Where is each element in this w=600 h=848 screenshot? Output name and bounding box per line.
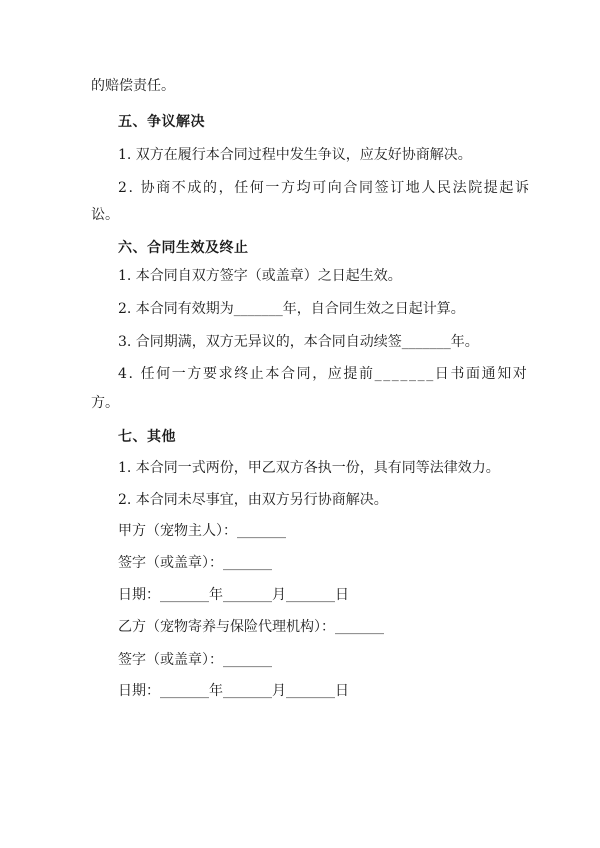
party-b-signature: 签字（或盖章）：_______ <box>118 652 272 668</box>
paragraph-continuation: 的赔偿责任。 <box>91 78 175 94</box>
party-a-signature: 签字（或盖章）：_______ <box>118 555 272 571</box>
clause-6-3: 3. 合同期满，双方无异议的，本合同自动续签_______年。 <box>118 334 479 350</box>
party-a-label: 甲方（宠物主人）：_______ <box>118 523 286 539</box>
section-heading-effect: 六、合同生效及终止 <box>118 240 249 256</box>
party-b-date: 日期：_______年_______月_______日 <box>118 683 349 699</box>
clause-5-2: 2. 协商不成的，任何一方均可向合同签订地人民法院提起诉 <box>118 180 531 196</box>
party-b-label: 乙方（宠物寄养与保险代理机构）：_______ <box>118 619 384 635</box>
party-a-date: 日期：_______年_______月_______日 <box>118 587 349 603</box>
clause-7-2: 2. 本合同未尽事宜，由双方另行协商解决。 <box>118 492 388 508</box>
clause-5-2-continuation: 讼。 <box>91 207 119 223</box>
clause-6-4-continuation: 方。 <box>91 395 119 411</box>
section-heading-dispute: 五、争议解决 <box>118 114 205 130</box>
clause-7-1: 1. 本合同一式两份，甲乙双方各执一份，具有同等法律效力。 <box>118 460 500 476</box>
section-heading-other: 七、其他 <box>118 429 176 445</box>
clause-6-1: 1. 本合同自双方签字（或盖章）之日起生效。 <box>118 268 402 284</box>
clause-5-1: 1. 双方在履行本合同过程中发生争议，应友好协商解决。 <box>118 147 472 163</box>
clause-6-4: 4. 任何一方要求终止本合同，应提前_______日书面通知对 <box>118 366 529 382</box>
clause-6-2: 2. 本合同有效期为_______年，自合同生效之日起计算。 <box>118 301 465 317</box>
